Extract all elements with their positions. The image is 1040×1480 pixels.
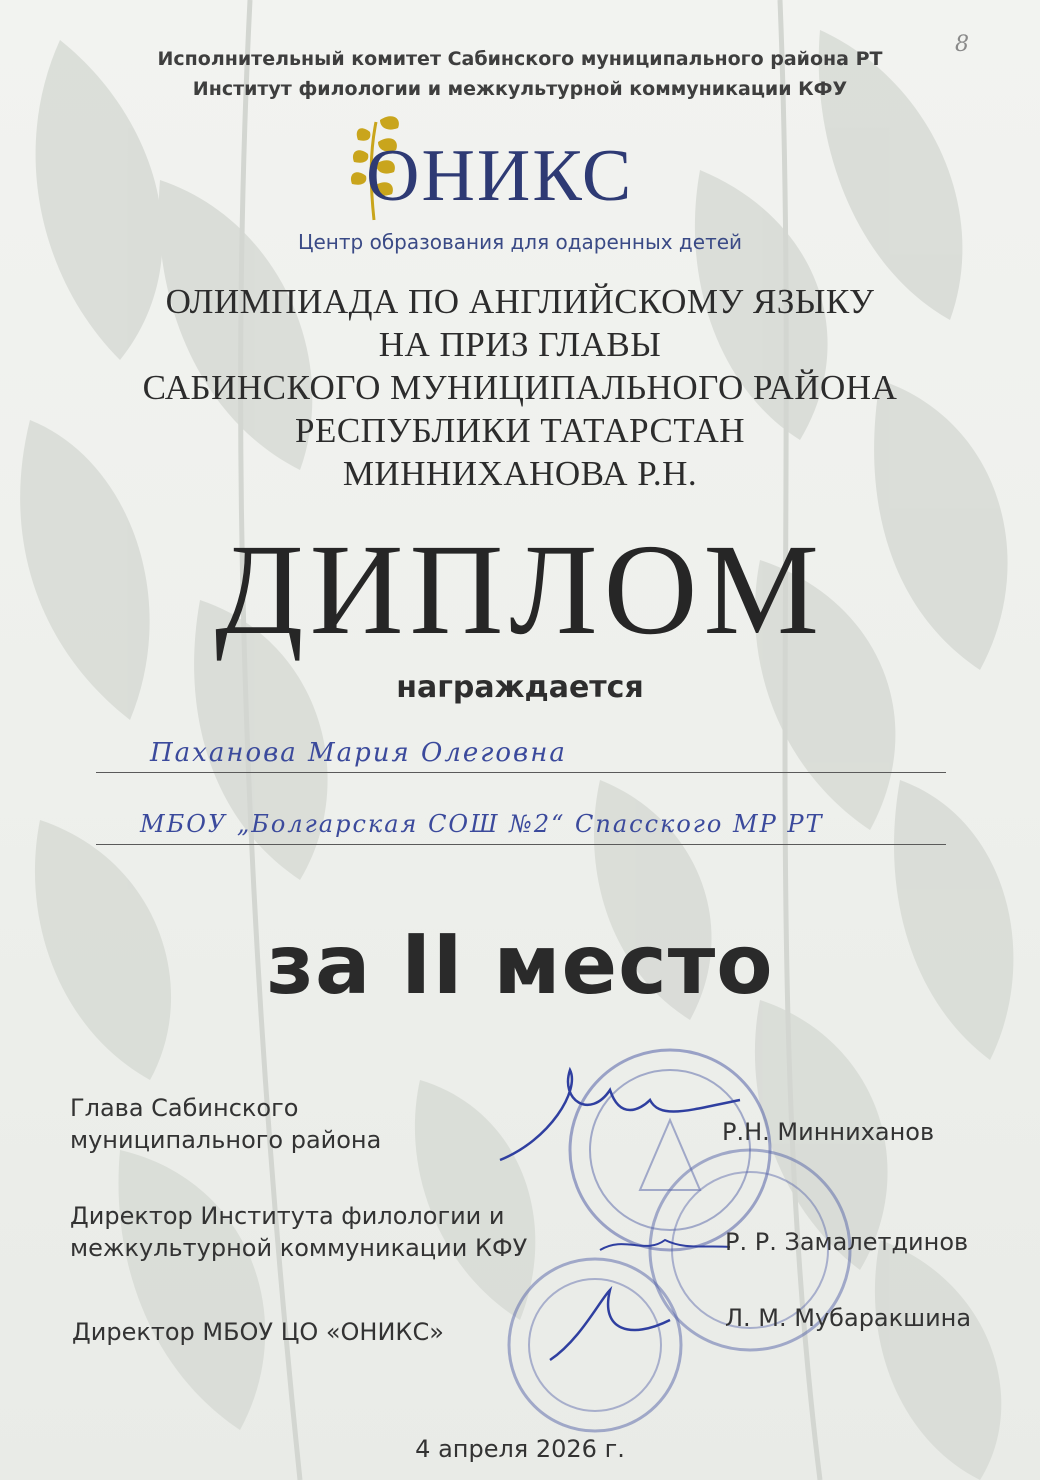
oniks-logo <box>297 112 743 262</box>
olympiad-line: МИННИХАНОВА Р.Н. <box>342 454 698 493</box>
organization-line-2: Институт филологии и межкультурной коммуникации КФУ <box>192 78 848 100</box>
signatory-title-2 <box>70 1200 527 1264</box>
olympiad-line: САБИНСКОГО МУНИЦИПАЛЬНОГО РАЙОНА <box>142 368 898 407</box>
olympiad-line: ОЛИМПИАДА ПО АНГЛИЙСКОМУ ЯЗЫКУ <box>165 282 875 321</box>
recipient-school: МБОУ „Болгарская СОШ №2“ Спасского МР РТ <box>140 810 824 838</box>
signatory-title-line: Глава Сабинского <box>70 1094 299 1122</box>
signatory-name-3: Л. М. Мубаракшина <box>725 1304 972 1332</box>
olympiad-title <box>0 280 1040 495</box>
olympiad-line: РЕСПУБЛИКИ ТАТАРСТАН <box>294 411 746 450</box>
signatory-title-line: межкультурной коммуникации КФУ <box>70 1234 528 1262</box>
recipient-name-underline <box>96 772 946 773</box>
signatory-title-3 <box>72 1316 444 1348</box>
signature-1 <box>490 1060 750 1180</box>
signature-2 <box>595 1225 735 1265</box>
logo-subtitle: Центр образования для одаренных детей <box>297 230 743 254</box>
awarded-label: награждается <box>396 670 644 705</box>
signatory-title-line: Директор МБОУ ЦО «ОНИКС» <box>72 1318 444 1346</box>
signatory-title-line: муниципального района <box>70 1126 382 1154</box>
olympiad-line: НА ПРИЗ ГЛАВЫ <box>378 325 662 364</box>
place-award: за II место <box>266 918 774 1013</box>
recipient-school-underline <box>96 844 946 845</box>
issue-date: 4 апреля 2026 г. <box>415 1435 625 1463</box>
organization-line-1: Исполнительный комитет Сабинского муниципального района РТ <box>157 48 883 70</box>
recipient-name: Паханова Мария Олеговна <box>150 738 567 768</box>
signatory-name-1: Р.Н. Минниханов <box>722 1118 935 1146</box>
signatory-name-2: Р. Р. Замалетдинов <box>725 1228 969 1256</box>
signatory-title-line: Директор Института филологии и <box>70 1202 505 1230</box>
signatory-title-1 <box>70 1092 381 1156</box>
logo-word: ОНИКС <box>366 135 634 217</box>
page-number-mark: 8 <box>955 32 969 57</box>
signature-3 <box>540 1280 680 1380</box>
diploma-title: ДИПЛОМ <box>214 518 826 662</box>
